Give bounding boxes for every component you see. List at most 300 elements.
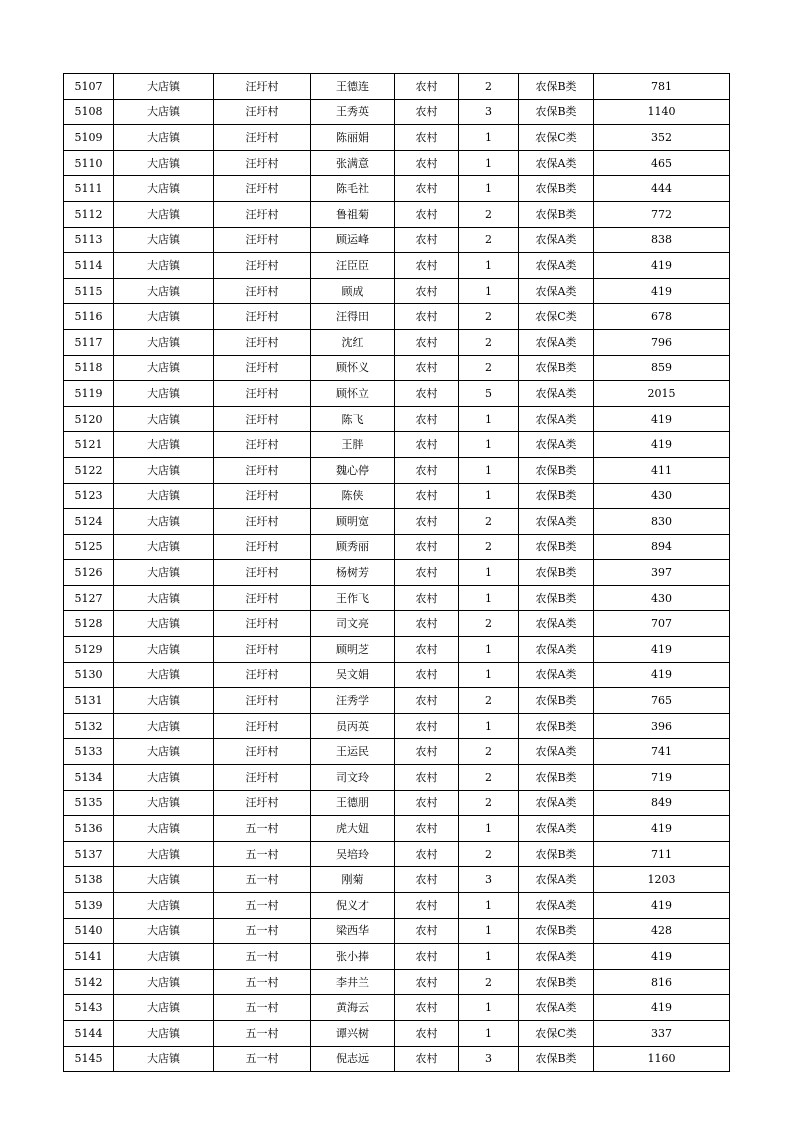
table-cell: 汪圩村 (214, 227, 311, 253)
table-cell: 农村 (395, 201, 459, 227)
table-cell: 5109 (64, 125, 114, 151)
table-row (64, 227, 730, 253)
table-cell: 农保B类 (519, 457, 594, 483)
table-row (64, 969, 730, 995)
table-cell: 王作飞 (311, 585, 395, 611)
table-cell: 汪圩村 (214, 176, 311, 202)
table-cell: 农村 (395, 432, 459, 458)
table-cell: 419 (594, 816, 730, 842)
table-row (64, 816, 730, 842)
table-cell: 1 (459, 713, 519, 739)
table-cell: 王运民 (311, 739, 395, 765)
table-cell: 农村 (395, 74, 459, 100)
table-cell: 5113 (64, 227, 114, 253)
table-row (64, 534, 730, 560)
table-cell: 汪圩村 (214, 201, 311, 227)
table-cell: 大店镇 (114, 662, 214, 688)
table-cell: 1 (459, 893, 519, 919)
table-cell: 农村 (395, 355, 459, 381)
table-cell: 五一村 (214, 816, 311, 842)
table-cell: 农村 (395, 918, 459, 944)
table-cell: 3 (459, 867, 519, 893)
table-cell: 农保C类 (519, 304, 594, 330)
table-row (64, 713, 730, 739)
table-cell: 顾怀义 (311, 355, 395, 381)
table-cell: 5117 (64, 329, 114, 355)
table-cell: 顾明宽 (311, 509, 395, 535)
table-cell: 5143 (64, 995, 114, 1021)
table-cell: 5120 (64, 406, 114, 432)
table-row (64, 457, 730, 483)
table-cell: 2 (459, 74, 519, 100)
table-cell: 五一村 (214, 995, 311, 1021)
table-cell: 农村 (395, 688, 459, 714)
table-cell: 大店镇 (114, 1020, 214, 1046)
table-cell: 2 (459, 765, 519, 791)
table-cell: 5122 (64, 457, 114, 483)
table-row (64, 483, 730, 509)
table-cell: 2 (459, 611, 519, 637)
table-cell: 农保A类 (519, 611, 594, 637)
table-cell: 农保A类 (519, 739, 594, 765)
table-cell: 汪圩村 (214, 790, 311, 816)
table-cell: 大店镇 (114, 893, 214, 919)
table-cell: 大店镇 (114, 509, 214, 535)
table-cell: 5118 (64, 355, 114, 381)
table-cell: 倪志远 (311, 1046, 395, 1072)
table-cell: 汪圩村 (214, 304, 311, 330)
table-cell: 1 (459, 125, 519, 151)
table-cell: 5121 (64, 432, 114, 458)
table-cell: 汪秀学 (311, 688, 395, 714)
table-cell: 汪圩村 (214, 253, 311, 279)
table-cell: 2 (459, 841, 519, 867)
table-row (64, 125, 730, 151)
table-row (64, 150, 730, 176)
table-cell: 农村 (395, 969, 459, 995)
table-cell: 大店镇 (114, 688, 214, 714)
table-cell: 农保A类 (519, 790, 594, 816)
table-cell: 农村 (395, 765, 459, 791)
table-cell: 5110 (64, 150, 114, 176)
table-cell: 1 (459, 176, 519, 202)
table-cell: 农村 (395, 483, 459, 509)
table-cell: 农保B类 (519, 74, 594, 100)
table-cell: 汪圩村 (214, 637, 311, 663)
table-cell: 农保B类 (519, 534, 594, 560)
table-cell: 1 (459, 432, 519, 458)
table-cell: 大店镇 (114, 355, 214, 381)
table-cell: 大店镇 (114, 227, 214, 253)
table-cell: 农村 (395, 406, 459, 432)
table-row (64, 611, 730, 637)
table-cell: 大店镇 (114, 304, 214, 330)
table-cell: 陈飞 (311, 406, 395, 432)
table-cell: 农保B类 (519, 201, 594, 227)
table-cell: 5135 (64, 790, 114, 816)
table-cell: 农保A类 (519, 227, 594, 253)
table-cell: 5 (459, 381, 519, 407)
table-cell: 农村 (395, 662, 459, 688)
table-cell: 大店镇 (114, 944, 214, 970)
table-cell: 大店镇 (114, 406, 214, 432)
table-cell: 五一村 (214, 1046, 311, 1072)
table-cell: 五一村 (214, 1020, 311, 1046)
table-cell: 汪圩村 (214, 406, 311, 432)
table-cell: 农保B类 (519, 99, 594, 125)
table-cell: 农村 (395, 509, 459, 535)
table-row (64, 381, 730, 407)
table-cell: 397 (594, 560, 730, 586)
table-cell: 2 (459, 355, 519, 381)
table-cell: 员丙英 (311, 713, 395, 739)
table-cell: 吴文娟 (311, 662, 395, 688)
table-row (64, 867, 730, 893)
table-cell: 汪圩村 (214, 534, 311, 560)
table-cell: 大店镇 (114, 150, 214, 176)
table-cell: 农保A类 (519, 432, 594, 458)
table-cell: 农村 (395, 560, 459, 586)
table-cell: 465 (594, 150, 730, 176)
table-cell: 3 (459, 1046, 519, 1072)
table-cell: 5141 (64, 944, 114, 970)
table-row (64, 739, 730, 765)
table-cell: 农保A类 (519, 253, 594, 279)
table-cell: 汪圩村 (214, 329, 311, 355)
table-cell: 汪臣臣 (311, 253, 395, 279)
table-cell: 3 (459, 99, 519, 125)
table-cell: 2 (459, 227, 519, 253)
table-cell: 农保B类 (519, 355, 594, 381)
table-cell: 大店镇 (114, 99, 214, 125)
table-cell: 农保A类 (519, 150, 594, 176)
table-cell: 五一村 (214, 893, 311, 919)
table-cell: 849 (594, 790, 730, 816)
table-cell: 419 (594, 278, 730, 304)
table-cell: 大店镇 (114, 329, 214, 355)
table-cell: 农村 (395, 816, 459, 842)
table-cell: 大店镇 (114, 841, 214, 867)
table-cell: 428 (594, 918, 730, 944)
table-cell: 农村 (395, 176, 459, 202)
table-cell: 顾运峰 (311, 227, 395, 253)
table-row (64, 790, 730, 816)
table-cell: 农村 (395, 150, 459, 176)
table-cell: 农保B类 (519, 765, 594, 791)
table-cell: 大店镇 (114, 790, 214, 816)
table-cell: 张满意 (311, 150, 395, 176)
table-cell: 农村 (395, 125, 459, 151)
table-cell: 大店镇 (114, 483, 214, 509)
table-cell: 农村 (395, 1020, 459, 1046)
table-body (64, 74, 730, 1072)
table-cell: 430 (594, 585, 730, 611)
table-cell: 大店镇 (114, 969, 214, 995)
table-cell: 大店镇 (114, 534, 214, 560)
table-cell: 李井兰 (311, 969, 395, 995)
table-row (64, 74, 730, 100)
table-row (64, 304, 730, 330)
table-row (64, 278, 730, 304)
table-cell: 781 (594, 74, 730, 100)
table-row (64, 406, 730, 432)
table-cell: 2 (459, 534, 519, 560)
table-cell: 772 (594, 201, 730, 227)
table-cell: 大店镇 (114, 637, 214, 663)
table-cell: 816 (594, 969, 730, 995)
table-cell: 农保A类 (519, 637, 594, 663)
table-row (64, 893, 730, 919)
table-cell: 杨树芳 (311, 560, 395, 586)
table-cell: 顾明芝 (311, 637, 395, 663)
table-cell: 农村 (395, 944, 459, 970)
table-cell: 汪圩村 (214, 483, 311, 509)
table-cell: 顾成 (311, 278, 395, 304)
table-cell: 司文亮 (311, 611, 395, 637)
table-cell: 707 (594, 611, 730, 637)
table-cell: 5115 (64, 278, 114, 304)
table-cell: 汪圩村 (214, 611, 311, 637)
table-cell: 农保A类 (519, 509, 594, 535)
table-cell: 大店镇 (114, 176, 214, 202)
table-cell: 魏心停 (311, 457, 395, 483)
table-row (64, 585, 730, 611)
table-cell: 大店镇 (114, 765, 214, 791)
table-cell: 419 (594, 662, 730, 688)
table-cell: 419 (594, 893, 730, 919)
table-cell: 大店镇 (114, 585, 214, 611)
table-cell: 大店镇 (114, 278, 214, 304)
table-cell: 444 (594, 176, 730, 202)
document-page (63, 73, 730, 1072)
table-cell: 大店镇 (114, 560, 214, 586)
table-cell: 1203 (594, 867, 730, 893)
table-cell: 农村 (395, 329, 459, 355)
table-cell: 5108 (64, 99, 114, 125)
table-cell: 1 (459, 637, 519, 663)
table-cell: 谭兴树 (311, 1020, 395, 1046)
table-row (64, 944, 730, 970)
table-cell: 741 (594, 739, 730, 765)
table-row (64, 99, 730, 125)
table-cell: 大店镇 (114, 381, 214, 407)
table-row (64, 176, 730, 202)
table-cell: 农保B类 (519, 713, 594, 739)
table-cell: 农村 (395, 637, 459, 663)
table-cell: 5119 (64, 381, 114, 407)
table-cell: 5116 (64, 304, 114, 330)
table-cell: 5142 (64, 969, 114, 995)
table-cell: 5124 (64, 509, 114, 535)
table-cell: 农保B类 (519, 585, 594, 611)
table-cell: 汪圩村 (214, 457, 311, 483)
table-cell: 2 (459, 790, 519, 816)
table-cell: 农村 (395, 585, 459, 611)
table-cell: 农村 (395, 611, 459, 637)
table-cell: 农保A类 (519, 278, 594, 304)
table-cell: 5132 (64, 713, 114, 739)
table-cell: 五一村 (214, 918, 311, 944)
table-cell: 5140 (64, 918, 114, 944)
table-cell: 838 (594, 227, 730, 253)
table-cell: 5144 (64, 1020, 114, 1046)
table-cell: 1 (459, 253, 519, 279)
table-cell: 1 (459, 483, 519, 509)
table-cell: 虎大妞 (311, 816, 395, 842)
table-cell: 5128 (64, 611, 114, 637)
table-cell: 1 (459, 560, 519, 586)
table-cell: 765 (594, 688, 730, 714)
table-cell: 农保B类 (519, 969, 594, 995)
table-cell: 汪圩村 (214, 585, 311, 611)
table-cell: 五一村 (214, 867, 311, 893)
table-row (64, 560, 730, 586)
table-cell: 农村 (395, 739, 459, 765)
table-cell: 1 (459, 662, 519, 688)
table-cell: 5123 (64, 483, 114, 509)
table-cell: 汪圩村 (214, 150, 311, 176)
table-row (64, 765, 730, 791)
table-cell: 1 (459, 1020, 519, 1046)
table-cell: 396 (594, 713, 730, 739)
table-cell: 大店镇 (114, 457, 214, 483)
table-cell: 汪圩村 (214, 74, 311, 100)
table-cell: 5134 (64, 765, 114, 791)
table-cell: 大店镇 (114, 713, 214, 739)
table-cell: 5107 (64, 74, 114, 100)
table-cell: 刚菊 (311, 867, 395, 893)
table-cell: 农保C类 (519, 125, 594, 151)
table-cell: 农保A类 (519, 944, 594, 970)
table-cell: 梁西华 (311, 918, 395, 944)
table-cell: 农村 (395, 381, 459, 407)
table-cell: 农村 (395, 304, 459, 330)
table-cell: 411 (594, 457, 730, 483)
table-cell: 顾怀立 (311, 381, 395, 407)
table-cell: 农保A类 (519, 662, 594, 688)
table-row (64, 918, 730, 944)
table-cell: 汪圩村 (214, 509, 311, 535)
table-cell: 汪圩村 (214, 739, 311, 765)
table-cell: 419 (594, 944, 730, 970)
table-cell: 5125 (64, 534, 114, 560)
table-cell: 农保A类 (519, 867, 594, 893)
table-cell: 419 (594, 253, 730, 279)
table-cell: 农保A类 (519, 893, 594, 919)
table-row (64, 1020, 730, 1046)
table-cell: 2015 (594, 381, 730, 407)
table-row (64, 637, 730, 663)
table-cell: 5114 (64, 253, 114, 279)
table-cell: 2 (459, 688, 519, 714)
table-cell: 农保B类 (519, 918, 594, 944)
table-cell: 5139 (64, 893, 114, 919)
table-cell: 农村 (395, 713, 459, 739)
table-cell: 678 (594, 304, 730, 330)
table-cell: 大店镇 (114, 201, 214, 227)
table-cell: 农保A类 (519, 995, 594, 1021)
table-cell: 419 (594, 432, 730, 458)
records-table (63, 73, 730, 1072)
table-cell: 陈丽娟 (311, 125, 395, 151)
table-cell: 1 (459, 406, 519, 432)
table-cell: 5145 (64, 1046, 114, 1072)
table-cell: 5129 (64, 637, 114, 663)
table-cell: 农村 (395, 253, 459, 279)
table-cell: 农村 (395, 790, 459, 816)
table-cell: 419 (594, 995, 730, 1021)
table-cell: 5111 (64, 176, 114, 202)
table-cell: 5136 (64, 816, 114, 842)
table-cell: 农村 (395, 457, 459, 483)
table-cell: 王胖 (311, 432, 395, 458)
table-cell: 汪圩村 (214, 125, 311, 151)
table-cell: 352 (594, 125, 730, 151)
table-cell: 农村 (395, 893, 459, 919)
table-cell: 农村 (395, 995, 459, 1021)
table-cell: 2 (459, 509, 519, 535)
table-cell: 五一村 (214, 841, 311, 867)
table-cell: 337 (594, 1020, 730, 1046)
table-cell: 农保A类 (519, 381, 594, 407)
table-cell: 陈侠 (311, 483, 395, 509)
table-cell: 1 (459, 457, 519, 483)
table-cell: 5112 (64, 201, 114, 227)
table-cell: 796 (594, 329, 730, 355)
table-cell: 大店镇 (114, 995, 214, 1021)
table-cell: 大店镇 (114, 253, 214, 279)
table-cell: 陈毛社 (311, 176, 395, 202)
table-cell: 农保B类 (519, 483, 594, 509)
table-cell: 农村 (395, 278, 459, 304)
table-cell: 419 (594, 637, 730, 663)
table-cell: 农村 (395, 867, 459, 893)
table-cell: 5133 (64, 739, 114, 765)
table-cell: 农村 (395, 99, 459, 125)
table-row (64, 995, 730, 1021)
table-row (64, 432, 730, 458)
table-cell: 顾秀丽 (311, 534, 395, 560)
table-cell: 2 (459, 304, 519, 330)
table-row (64, 662, 730, 688)
table-cell: 沈红 (311, 329, 395, 355)
table-cell: 农保B类 (519, 841, 594, 867)
table-cell: 大店镇 (114, 1046, 214, 1072)
table-cell: 王德连 (311, 74, 395, 100)
table-cell: 430 (594, 483, 730, 509)
table-cell: 419 (594, 406, 730, 432)
table-cell: 894 (594, 534, 730, 560)
table-row (64, 1046, 730, 1072)
table-cell: 大店镇 (114, 611, 214, 637)
table-cell: 黄海云 (311, 995, 395, 1021)
table-row (64, 355, 730, 381)
table-cell: 农保B类 (519, 176, 594, 202)
table-cell: 大店镇 (114, 432, 214, 458)
table-cell: 五一村 (214, 969, 311, 995)
table-cell: 1 (459, 944, 519, 970)
table-cell: 1 (459, 918, 519, 944)
table-cell: 1 (459, 995, 519, 1021)
table-cell: 719 (594, 765, 730, 791)
table-cell: 汪得田 (311, 304, 395, 330)
table-row (64, 841, 730, 867)
table-cell: 2 (459, 201, 519, 227)
table-cell: 大店镇 (114, 74, 214, 100)
table-cell: 5131 (64, 688, 114, 714)
table-cell: 农保A类 (519, 406, 594, 432)
table-cell: 农村 (395, 227, 459, 253)
